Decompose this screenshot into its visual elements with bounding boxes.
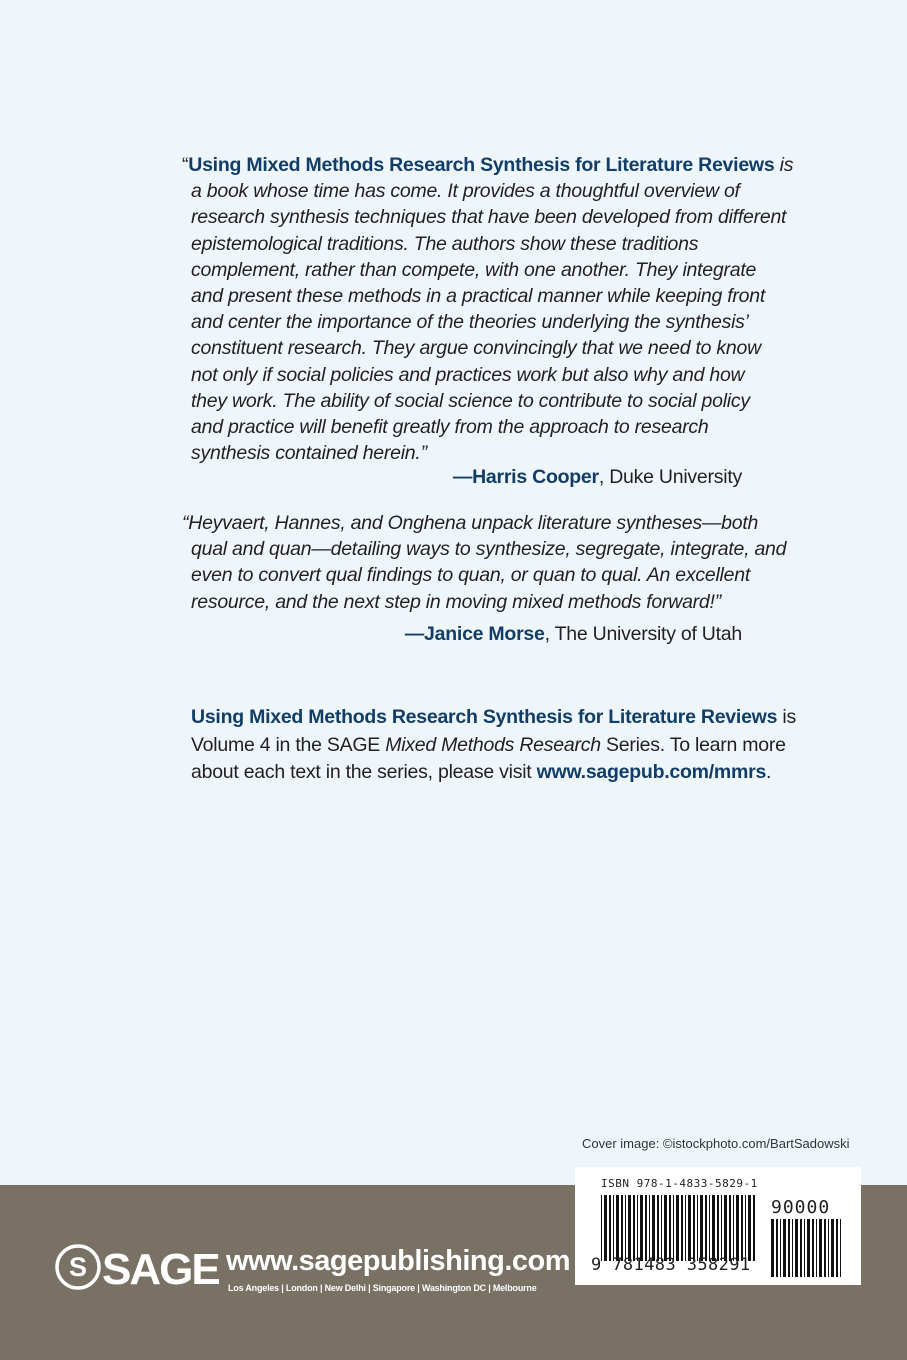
barcode-bar bbox=[688, 1195, 691, 1261]
attribution-affiliation: , Duke University bbox=[598, 466, 742, 488]
quote-text: is bbox=[774, 154, 794, 176]
quote-line: research synthesis techniques that have been developed from different bbox=[191, 206, 787, 229]
barcode-bar bbox=[800, 1219, 802, 1277]
barcode-bar bbox=[753, 1195, 755, 1261]
quote-harris-cooper bbox=[182, 152, 794, 466]
barcode-bar bbox=[705, 1195, 707, 1261]
book-title: Using Mixed Methods Research Synthesis for Literature Reviews bbox=[188, 154, 775, 176]
quote-line: and present these methods in a practical manner while keeping front bbox=[191, 285, 766, 308]
barcode-bar bbox=[741, 1195, 743, 1261]
logo-wordmark: SAGE bbox=[102, 1245, 219, 1291]
quote-line: resource, and the next step in moving mixed methods forward!” bbox=[191, 590, 721, 613]
series-note bbox=[191, 704, 796, 787]
isbn-barcode bbox=[575, 1167, 861, 1285]
barcode-bar bbox=[788, 1219, 790, 1277]
barcode-bar bbox=[795, 1219, 798, 1277]
series-text: Volume 4 in the SAGE bbox=[191, 733, 386, 756]
barcode-bar bbox=[681, 1195, 683, 1261]
publisher-cities: Los Angeles | London | New Delhi | Singapore | Washington DC | Melbourne bbox=[228, 1283, 537, 1293]
series-text: Series. To learn more bbox=[600, 733, 786, 756]
book-title: Using Mixed Methods Research Synthesis for Literature Reviews bbox=[191, 706, 778, 728]
attribution-janice-morse bbox=[405, 621, 742, 647]
quote-line: and center the importance of the theories underlying the synthesis’ bbox=[191, 311, 749, 334]
barcode-bar bbox=[649, 1195, 650, 1261]
barcode-bar bbox=[840, 1219, 841, 1277]
barcode-bar bbox=[729, 1195, 731, 1261]
barcode-main-digits: 9 781483 358291 bbox=[591, 1255, 751, 1275]
barcode-bar bbox=[776, 1219, 778, 1277]
quote-line: even to convert qual findings to quan, or quan to qual. An excellent bbox=[191, 564, 751, 587]
quote-line: not only if social policies and practices work but also why and how bbox=[191, 363, 745, 386]
quote-line bbox=[182, 152, 794, 178]
series-text: . bbox=[766, 761, 772, 783]
barcode-bar bbox=[780, 1219, 781, 1277]
quote-line: “Heyvaert, Hannes, and Onghena unpack literature syntheses—both bbox=[182, 512, 759, 534]
barcode-bar bbox=[783, 1219, 786, 1277]
barcode-addon-digits: 90000 bbox=[771, 1197, 831, 1218]
barcode-bar bbox=[721, 1195, 722, 1261]
quote-line: epistemological traditions. The authors show these traditions bbox=[191, 232, 699, 255]
quote-line: a book whose time has come. It provides a thoughtful overview of bbox=[191, 180, 740, 203]
barcode-bar bbox=[604, 1195, 607, 1261]
quote-line: and practice will benefit greatly from the approach to research bbox=[191, 416, 709, 439]
barcode-bar bbox=[807, 1219, 810, 1277]
barcode-bar bbox=[812, 1219, 814, 1277]
series-text: is bbox=[777, 706, 796, 728]
barcode-bar bbox=[736, 1195, 739, 1261]
barcode-bar bbox=[700, 1195, 703, 1261]
barcode-bar bbox=[616, 1195, 619, 1261]
barcode-bar bbox=[640, 1195, 643, 1261]
attribution-affiliation: , The University of Utah bbox=[544, 623, 742, 645]
barcode-bar bbox=[712, 1195, 715, 1261]
quote-line: qual and quan—detailing ways to synthesize, segregate, integrate, and bbox=[191, 538, 787, 561]
barcode-bar bbox=[724, 1195, 727, 1261]
barcode-bar bbox=[717, 1195, 719, 1261]
cover-image-credit: Cover image: ©istockphoto.com/BartSadowski bbox=[582, 1136, 850, 1151]
quote-line: constituent research. They argue convincingly that we need to know bbox=[191, 337, 761, 360]
barcode-bar bbox=[816, 1219, 817, 1277]
open-quote-mark: “ bbox=[182, 154, 189, 176]
series-name: Mixed Methods Research bbox=[385, 733, 601, 756]
publisher-url-link[interactable]: www.sagepublishing.com bbox=[226, 1245, 571, 1277]
barcode-bar bbox=[685, 1195, 686, 1261]
series-url-link[interactable]: www.sagepub.com/mmrs bbox=[536, 761, 767, 783]
attribution-harris-cooper bbox=[453, 464, 742, 490]
series-line bbox=[191, 732, 796, 760]
barcode-bar bbox=[628, 1195, 631, 1261]
barcode-bar bbox=[652, 1195, 655, 1261]
barcode-bar bbox=[664, 1195, 667, 1261]
barcode-bar bbox=[661, 1195, 662, 1261]
barcode-bar bbox=[771, 1219, 774, 1277]
barcode-bar bbox=[831, 1219, 834, 1277]
barcode-bar bbox=[633, 1195, 635, 1261]
quote-line: they work. The ability of social science to contribute to social policy bbox=[191, 389, 750, 412]
barcode-bar bbox=[693, 1195, 695, 1261]
barcode-bar bbox=[673, 1195, 674, 1261]
barcode-bar bbox=[748, 1195, 751, 1261]
quote-line: complement, rather than compete, with one another. They integrate bbox=[191, 258, 757, 281]
barcode-bar bbox=[824, 1219, 826, 1277]
barcode-bar bbox=[676, 1195, 679, 1261]
barcode-bar bbox=[609, 1195, 611, 1261]
barcode-bar bbox=[637, 1195, 638, 1261]
barcode-bar bbox=[601, 1195, 602, 1261]
barcode-bar bbox=[709, 1195, 710, 1261]
svg-text:S: S bbox=[68, 1252, 88, 1282]
barcode-bar bbox=[804, 1219, 805, 1277]
barcode-bar bbox=[645, 1195, 647, 1261]
barcode-bar bbox=[836, 1219, 838, 1277]
attribution-name: —Harris Cooper bbox=[452, 466, 599, 488]
barcode-bar bbox=[745, 1195, 746, 1261]
series-line bbox=[191, 759, 796, 787]
barcode-bar bbox=[621, 1195, 623, 1261]
barcode-bar bbox=[669, 1195, 671, 1261]
barcode-bar bbox=[613, 1195, 614, 1261]
sage-logo bbox=[54, 1243, 220, 1291]
series-text: about each text in the series, please visit bbox=[191, 761, 537, 783]
barcode-bar bbox=[819, 1219, 822, 1277]
attribution-name: —Janice Morse bbox=[404, 623, 545, 645]
barcode-bar bbox=[625, 1195, 626, 1261]
quote-janice-morse bbox=[182, 510, 787, 615]
quote-line: synthesis contained herein.” bbox=[191, 442, 427, 465]
barcode-bar bbox=[697, 1195, 698, 1261]
barcode-bar bbox=[792, 1219, 793, 1277]
series-line bbox=[191, 704, 796, 732]
isbn-label: ISBN 978-1-4833-5829-1 bbox=[601, 1177, 758, 1190]
barcode-bar bbox=[657, 1195, 659, 1261]
barcode-bars-main bbox=[601, 1195, 759, 1261]
barcode-bar bbox=[828, 1219, 829, 1277]
barcode-bar bbox=[733, 1195, 734, 1261]
barcode-bars-addon bbox=[771, 1219, 843, 1277]
